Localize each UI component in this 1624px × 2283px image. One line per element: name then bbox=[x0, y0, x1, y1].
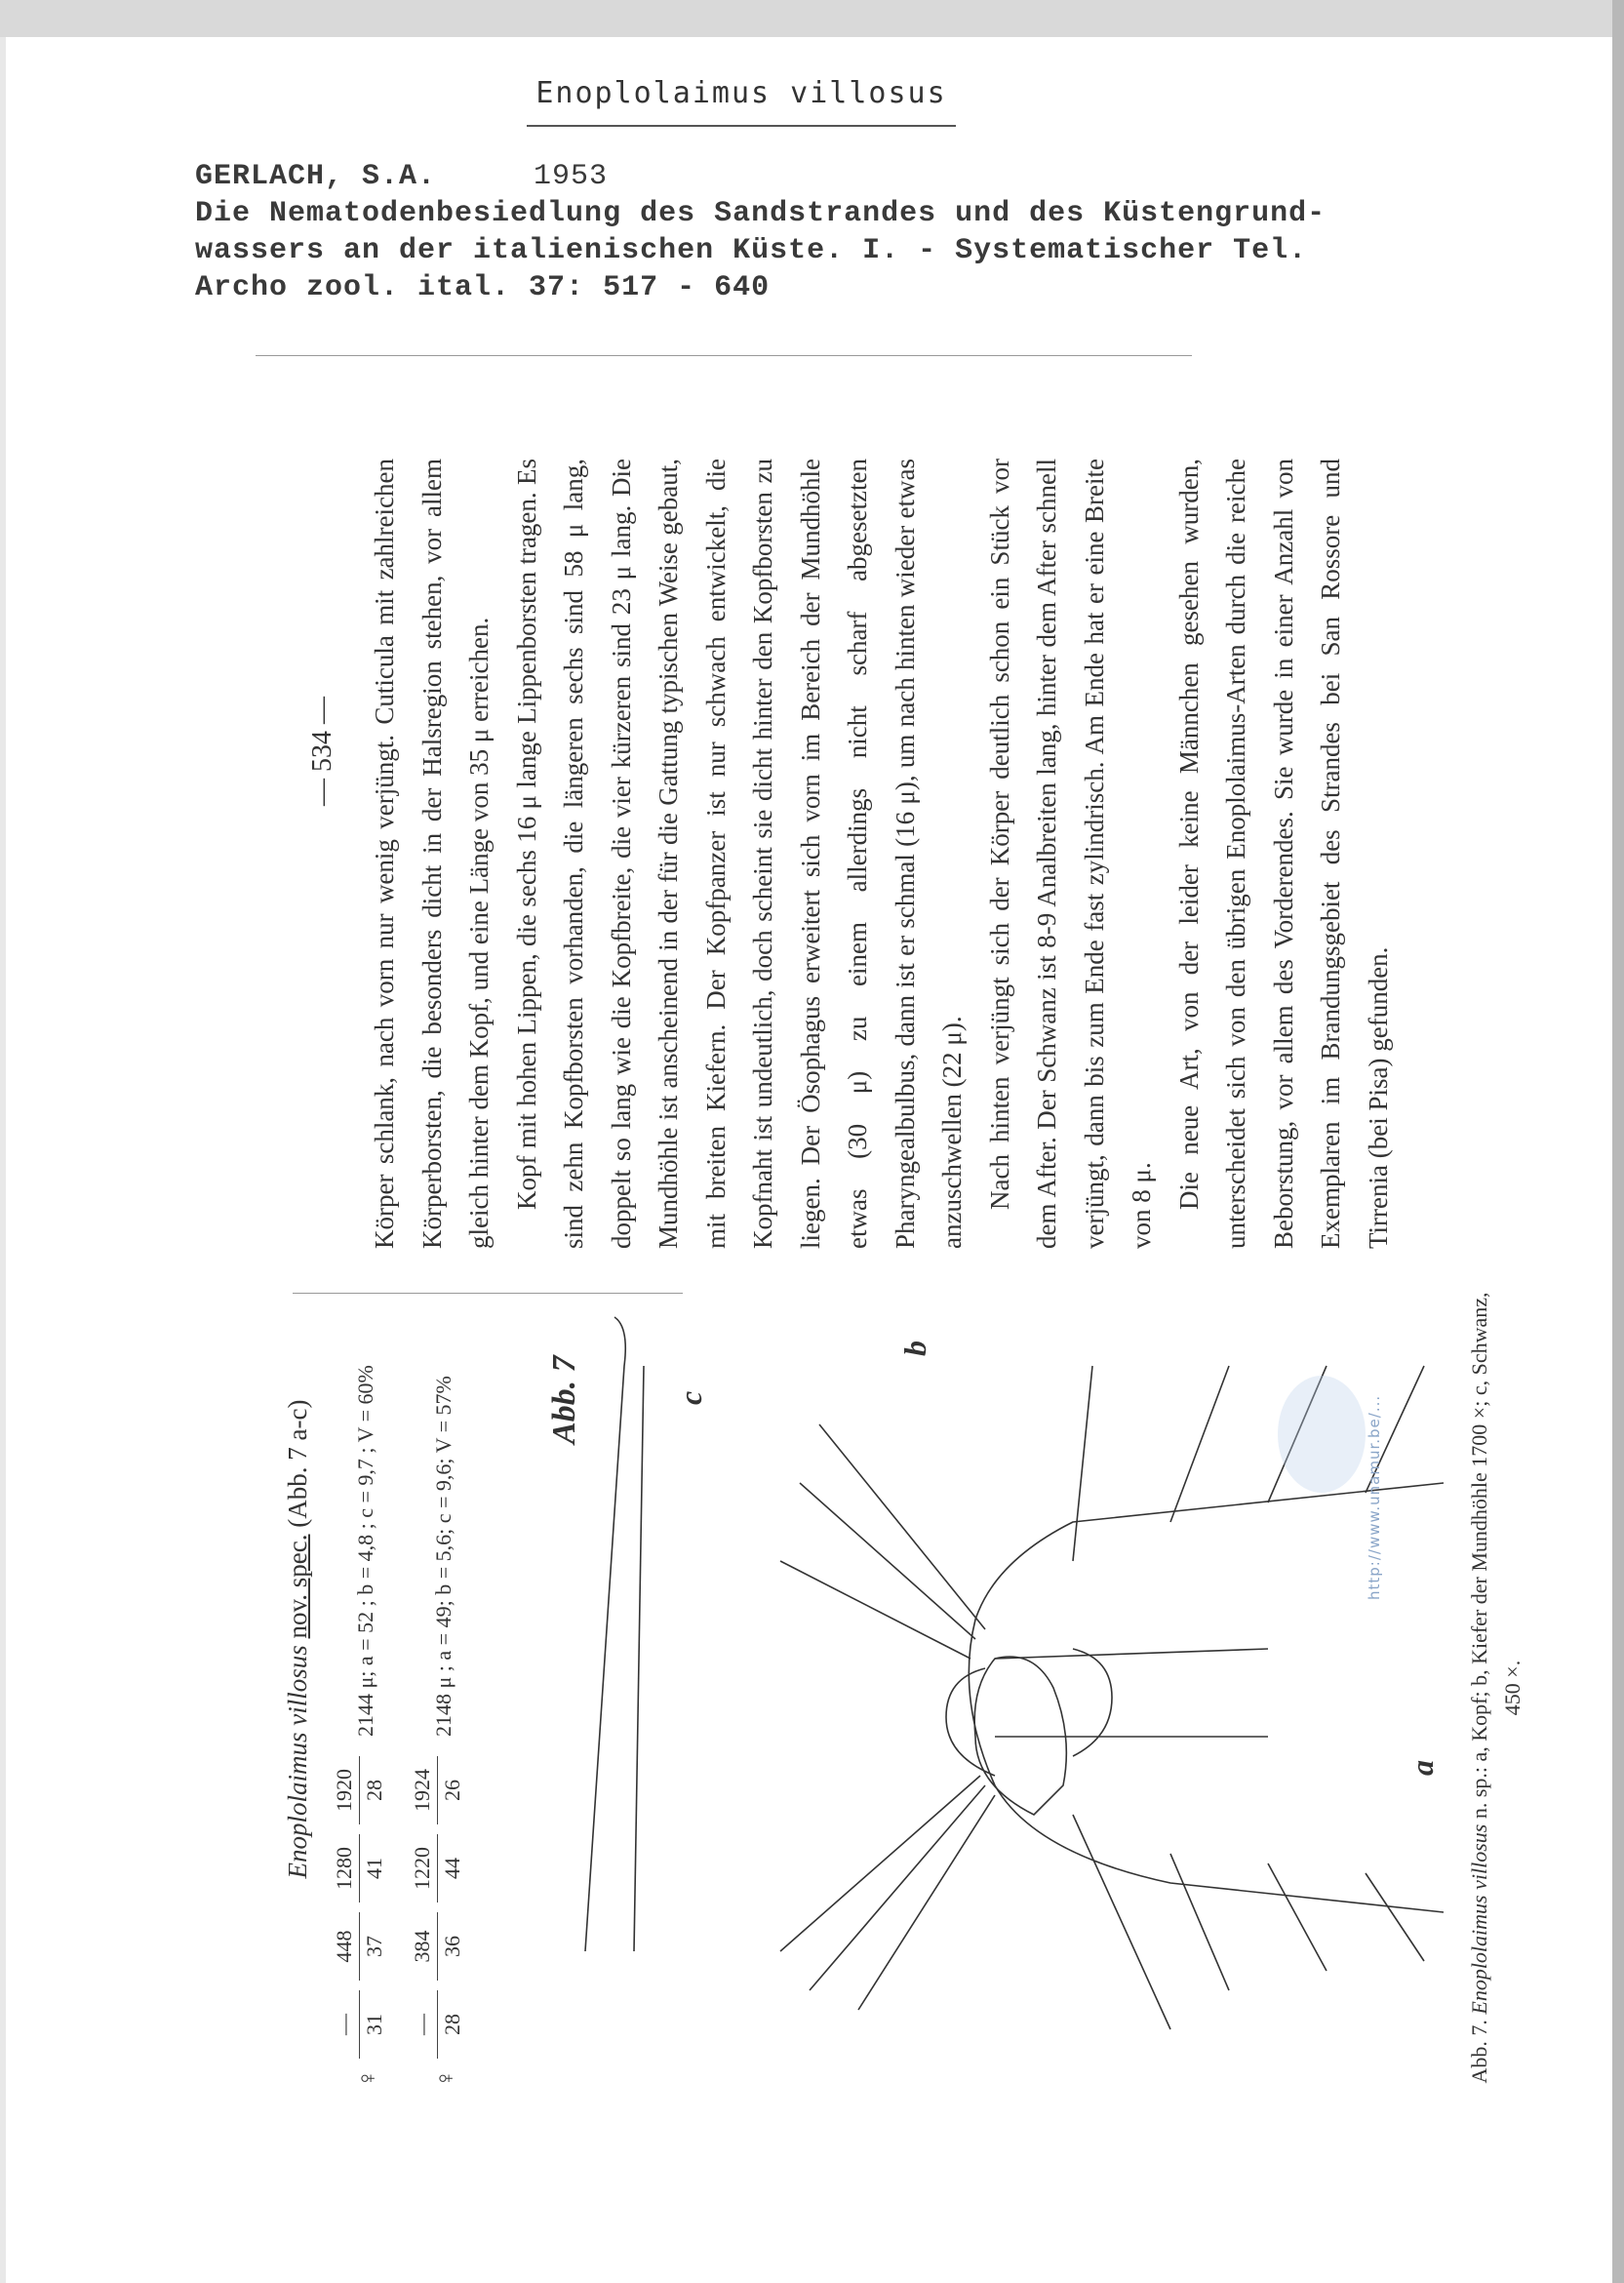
measurement-fraction: 1920 28 bbox=[332, 1756, 387, 1824]
caption-species: Enoplolaimus villosus bbox=[1467, 1823, 1491, 2015]
measurement-fraction: — 31 bbox=[332, 1990, 387, 2059]
reference-title-1: Die Nematodenbesiedlung des Sandstrandes und des Küstengrund- bbox=[195, 197, 1327, 230]
reference-block bbox=[195, 158, 1463, 306]
scan-right-edge bbox=[1612, 0, 1624, 2283]
watermark-url: http://www.unamur.be/... bbox=[1366, 1394, 1383, 1600]
paragraph: Kopf mit hohen Lippen, die sechs 16 μ lange Lippenborsten tragen. Es sind zehn Kopfborsten vorhanden, die längeren sechs sind 58 μ lang, doppelt so lang wie die Kopfbreite, die vier kürzeren sind 23 μ lang. Die Mundhöhle ist anscheinend in der für die Gattung typischen Weise gebaut, mit breiten Kiefern. Der Kopfpanzer ist nur schwach entwickelt, die Kopfnaht ist undeutlich, doch scheint sie dicht hinter den Kopfborsten zu liegen. Der Ösophagus erweitert sich vorn im Bereich der Mundhöhle etwas (30 μ) zu einem allerdings nicht scharf abgesetzten Pharyngealbulbus, dann ist er schmal (16 μ), um nach hinten wieder etwas anzuschwellen (22 μ). bbox=[511, 459, 967, 1249]
figure-caption bbox=[1463, 1288, 1529, 2088]
reference-author-line bbox=[195, 158, 1463, 195]
card-title-rule bbox=[527, 125, 956, 127]
species-fig-ref: (Abb. 7 a-c) bbox=[283, 1399, 312, 1528]
paragraph: Körper schlank, nach vorn nur wenig verjüngt. Cuticula mit zahlreichen Körperborsten, die besonders dicht in der Halsregion stehen, vor allem gleich hinter dem Kopf, und eine Länge von 35 μ erreichen. bbox=[370, 459, 494, 1249]
measurement-fraction: 384 36 bbox=[410, 1912, 465, 1981]
rotated-scan-page bbox=[244, 371, 1525, 2107]
label-c: c bbox=[673, 1390, 708, 1405]
measurement-fraction: — 28 bbox=[410, 1990, 465, 2059]
measurement-fraction: 1280 41 bbox=[332, 1834, 387, 1902]
scan-left-edge bbox=[0, 37, 6, 2283]
page-separator bbox=[256, 355, 1192, 356]
caption-prefix: Abb. 7. bbox=[1467, 2020, 1491, 2084]
drawing-c-tail bbox=[585, 1317, 644, 1951]
label-a: a bbox=[1405, 1760, 1440, 1776]
reference-year: 1953 bbox=[534, 160, 609, 193]
species-status: nov. spec. bbox=[283, 1534, 312, 1639]
measurement-row bbox=[332, 1298, 410, 2088]
reference-title-2: wassers an der italienischen Küste. I. - Systematischer Tel. bbox=[195, 234, 1308, 267]
page-number: — 534 — bbox=[307, 697, 337, 806]
female-symbol: ♀ bbox=[353, 2068, 381, 2088]
paragraph: Nach hinten verjüngt sich der Körper deutlich schon ein Stück vor dem After. Der Schwanz ist 8-9 Analbreiten lang, hinter dem After schnell verjüngt, dann bis zum Ende fast zylindrisch. Am Ende hat er eine Breite von 8 μ. bbox=[984, 459, 1156, 1249]
paragraph: Die neue Art, von der leider keine Männchen gesehen wurden, unterscheidet sich von den übrigen Enoplolaimus-Arten durch die reiche Beborstung, vor allem des Vorderendes. Sie wurde in einer Anzahl von Exemplaren im Brandungsgebiet des Strandes bei San Rossore und Tirrenia (bei Pisa) gefunden. bbox=[1173, 459, 1393, 1249]
measurement-formula: 2148 μ ; a = 49; b = 5,6; c = 9,6; V = 57% bbox=[431, 1376, 456, 1737]
reference-author: GERLACH, S.A. bbox=[195, 160, 437, 193]
species-title bbox=[283, 1288, 313, 1990]
watermark-logo bbox=[1278, 1376, 1366, 1493]
female-symbol: ♀ bbox=[431, 2068, 459, 2088]
scan-top-edge bbox=[0, 0, 1624, 37]
species-name: Enoplolaimus villosus bbox=[283, 1645, 312, 1879]
measurement-fraction: 448 37 bbox=[332, 1912, 387, 1981]
measurement-fraction: 1924 26 bbox=[410, 1756, 465, 1824]
measurement-fraction: 1220 44 bbox=[410, 1834, 465, 1902]
card-title: Enoplolaimus villosus bbox=[535, 76, 947, 110]
description-text bbox=[361, 459, 1402, 1249]
reference-journal: Archo zool. ital. 37: 517 - 640 bbox=[195, 271, 771, 304]
caption-text: n. sp.: a, Kopf; b, Kiefer der Mundhöhle 1700 ×; c, Schwanz, 450 ×. bbox=[1467, 1292, 1525, 1820]
measurement-row bbox=[410, 1298, 488, 2088]
figure-title: Abb. 7 bbox=[546, 1355, 582, 1444]
measurement-formula: 2144 μ; a = 52 ; b = 4,8 ; c = 9,7 ; V = 60% bbox=[353, 1365, 377, 1737]
label-b: b bbox=[897, 1341, 932, 1356]
